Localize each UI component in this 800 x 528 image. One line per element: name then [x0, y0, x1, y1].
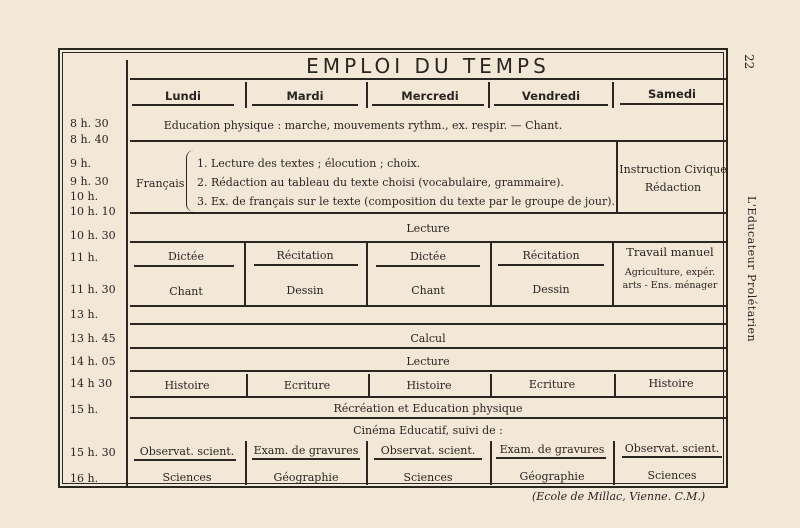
cell-samedi-1430: Histoire — [648, 377, 694, 390]
cell-mercredi-1530: Observat. scient. — [380, 444, 476, 457]
francais-item-1: 1. Lecture des textes ; élocution ; choix. — [197, 157, 421, 170]
row-separator — [130, 347, 726, 349]
samedi-divider — [616, 141, 618, 213]
time-1300: 13 h. — [70, 308, 99, 321]
time-1600: 16 h. — [70, 472, 99, 485]
cell-vendredi-1530: Exam. de gravures — [499, 443, 605, 456]
day-header-mercredi: Mercredi — [401, 89, 459, 103]
time-1000: 10 h. — [70, 190, 99, 203]
cell-vendredi-1600: Géographie — [519, 470, 585, 483]
header-divider — [366, 82, 368, 108]
cell-lundi-1530: Observat. scient. — [139, 445, 235, 458]
cell-underline — [498, 264, 604, 266]
cell-travail-sub1: Agriculture, expér. — [624, 267, 716, 278]
page-number: 22 — [742, 54, 756, 70]
row-separator — [130, 241, 726, 243]
cell-travail-sub2: arts - Ens. ménager — [622, 280, 718, 291]
cell-education-physique: Education physique : marche, mouvements rythm., ex. respir. — Chant. — [163, 119, 563, 132]
time-1500: 15 h. — [70, 403, 99, 416]
cell-underline — [374, 458, 482, 460]
cell-underline — [622, 456, 722, 458]
day-underline — [372, 104, 484, 106]
row-separator — [130, 212, 726, 214]
journal-title: L'Educateur Prolétarien — [745, 196, 758, 343]
cell-recreation: Récréation et Education physique — [333, 402, 523, 415]
time-1030: 10 h. 30 — [70, 229, 116, 242]
cell-samedi-1530: Observat. scient. — [624, 442, 720, 455]
time-column-separator — [126, 60, 128, 486]
cell-underline — [252, 458, 360, 460]
cell-underline — [134, 459, 236, 461]
title-underline — [130, 78, 726, 80]
row-separator — [130, 323, 726, 325]
cell-redaction: Rédaction — [644, 181, 702, 194]
cell-calcul: Calcul — [410, 332, 446, 345]
time-1405: 14 h. 05 — [70, 355, 116, 368]
column-divider — [613, 441, 615, 485]
cell-mercredi-1130: Chant — [411, 284, 445, 297]
cell-mercredi-1100: Dictée — [410, 250, 446, 263]
cell-underline — [376, 265, 480, 267]
cell-travail-manuel: Travail manuel — [626, 245, 714, 259]
row-separator — [130, 417, 726, 419]
day-underline — [132, 104, 234, 106]
time-0830: 8 h. 30 — [70, 117, 109, 130]
cell-underline — [254, 264, 358, 266]
cell-cinema: Cinéma Educatif, suivi de : — [353, 424, 503, 437]
time-1010: 10 h. 10 — [70, 205, 116, 218]
cell-underline — [134, 265, 234, 267]
cell-vendredi-1130: Dessin — [532, 283, 570, 296]
day-header-mardi: Mardi — [286, 89, 324, 103]
header-divider — [245, 82, 247, 108]
cell-instruction-civique: Instruction Civique — [619, 163, 727, 176]
cell-lecture-1405: Lecture — [406, 355, 450, 368]
cell-mardi-1600: Géographie — [273, 471, 339, 484]
cell-mercredi-1430: Histoire — [406, 379, 452, 392]
cell-mardi-1100: Récitation — [276, 249, 334, 262]
cell-lundi-1100: Dictée — [168, 250, 204, 263]
cell-vendredi-1430: Ecriture — [528, 378, 576, 391]
row-separator — [130, 305, 726, 307]
cell-mardi-1430: Ecriture — [283, 379, 331, 392]
time-0840: 8 h. 40 — [70, 133, 109, 146]
day-underline — [252, 104, 358, 106]
time-1430: 14 h 30 — [70, 377, 113, 390]
francais-brace — [186, 150, 196, 212]
cell-mardi-1530: Exam. de gravures — [253, 444, 359, 457]
time-0930: 9 h. 30 — [70, 175, 109, 188]
day-header-lundi: Lundi — [165, 89, 201, 103]
francais-item-3: 3. Ex. de français sur le texte (composition du texte par le groupe de jour). — [197, 195, 615, 208]
row-separator — [130, 396, 726, 398]
row-separator — [130, 370, 726, 372]
time-0900: 9 h. — [70, 157, 92, 170]
footer-credit: (Ecole de Millac, Vienne. C.M.) — [532, 490, 706, 503]
time-1130: 11 h. 30 — [70, 283, 116, 296]
header-divider — [488, 82, 490, 108]
row-separator — [130, 140, 726, 142]
time-1345: 13 h. 45 — [70, 332, 116, 345]
day-underline — [620, 103, 724, 105]
cell-mardi-1130: Dessin — [286, 284, 324, 297]
cell-samedi-1600: Sciences — [647, 469, 697, 482]
cell-underline — [496, 457, 606, 459]
cell-lundi-1600: Sciences — [162, 471, 212, 484]
cell-mercredi-1600: Sciences — [403, 471, 453, 484]
time-1100: 11 h. — [70, 251, 99, 264]
day-underline — [494, 104, 608, 106]
page-title: EMPLOI DU TEMPS — [306, 54, 550, 78]
cell-lecture-1030: Lecture — [406, 222, 450, 235]
header-divider — [612, 82, 614, 108]
francais-item-2: 2. Rédaction au tableau du texte choisi (vocabulaire, grammaire). — [197, 176, 564, 189]
day-header-samedi: Samedi — [648, 87, 696, 101]
cell-lundi-1430: Histoire — [164, 379, 210, 392]
day-header-vendredi: Vendredi — [521, 89, 581, 103]
time-1530: 15 h. 30 — [70, 446, 116, 459]
francais-label: Français — [136, 177, 185, 190]
cell-lundi-1130: Chant — [169, 285, 203, 298]
cell-vendredi-1100: Récitation — [522, 249, 580, 262]
